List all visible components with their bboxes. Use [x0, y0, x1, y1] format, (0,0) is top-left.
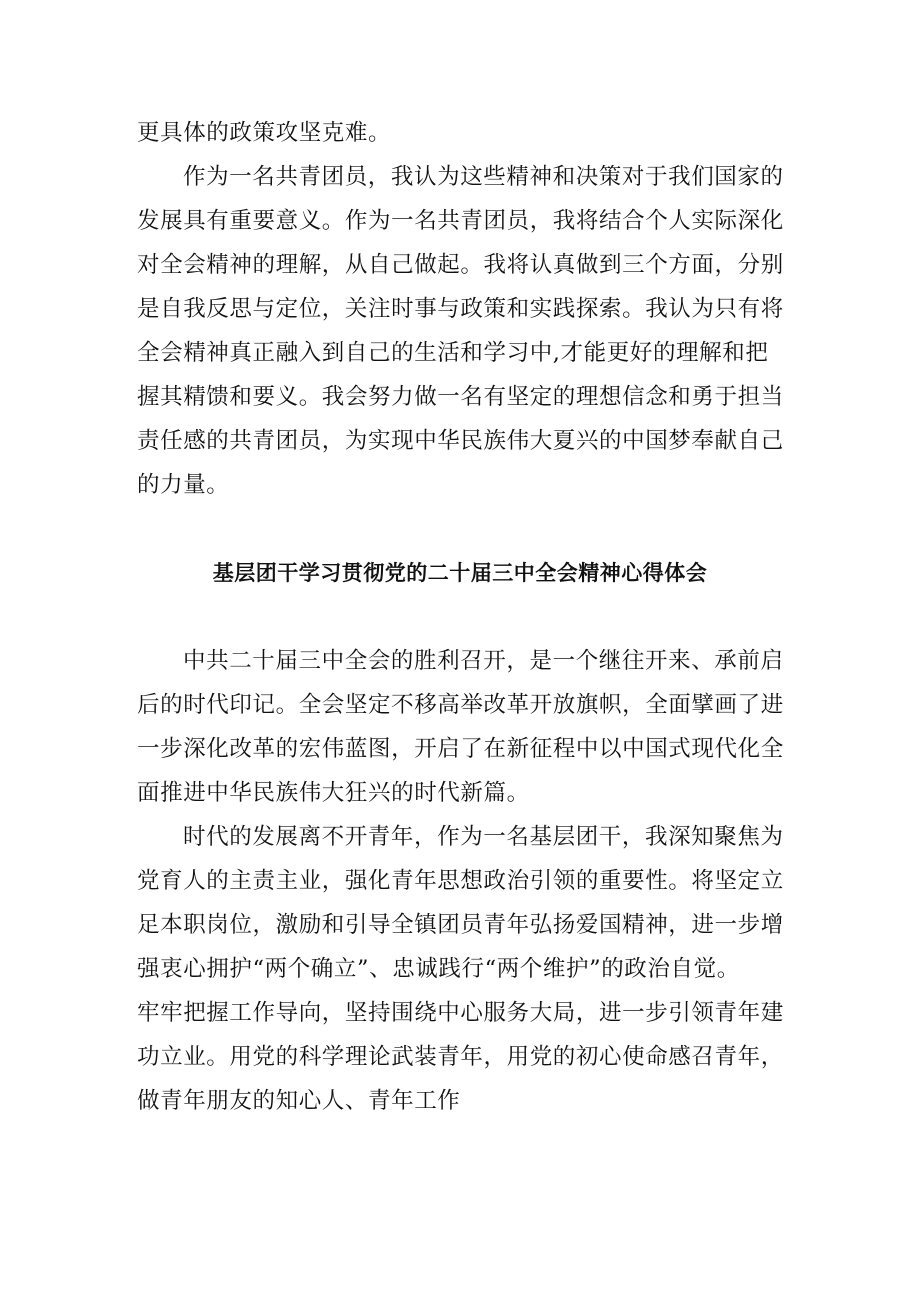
- text-line: 面推进中华民族伟大狂兴的时代新篇。: [137, 780, 530, 806]
- text-line: 党育人的主责主业，强化青年思想政治引领的重要性。将坚定立: [137, 868, 784, 894]
- text-line: 强衷心拥护“两个确立”、忠诚践行“两个维护”的政治自觉。: [137, 956, 740, 982]
- text-line: 握其精馈和要义。我会努力做一名有坚定的理想信念和勇于担当: [137, 384, 784, 410]
- text-line: 做青年朋友的知心人、青年工作: [137, 1088, 461, 1114]
- text-line: 对全会精神的理解，从自己做起。我将认真做到三个方面，分别: [137, 252, 784, 278]
- text-line: 功立业。用党的科学理论武装青年，用党的初心使命感召青年，: [137, 1044, 784, 1070]
- paragraph-first-line: 作为一名共青团员，我认为这些精神和决策对于我们国家的: [183, 164, 784, 190]
- text-line: 牢牢把握工作导向，坚持围绕中心服务大局，进一步引领青年建: [137, 1000, 784, 1026]
- text-line: 是自我反思与定位，关注时事与政策和实践探索。我认为只有将: [137, 296, 784, 322]
- section-heading: 基层团干学习贯彻党的二十届三中全会精神心得体会: [212, 561, 708, 585]
- text-line: 足本职岗位，激励和引导全镇团员青年弘扬爱国精神，进一步增: [137, 912, 784, 938]
- text-line: 一步深化改革的宏伟蓝图，开启了在新征程中以中国式现代化全: [137, 736, 784, 762]
- text-line: 全会精神真正融入到自己的生活和学习中,才能更好的理解和把: [137, 340, 769, 366]
- text-line: 发展具有重要意义。作为一名共青团员，我将结合个人实际深化: [137, 208, 784, 234]
- text-line: 后的时代印记。全会坚定不移高举改革开放旗帜，全面擘画了进: [137, 692, 784, 718]
- text-line: 的力量。: [137, 472, 230, 498]
- text-line: 责任感的共青团员，为实现中华民族伟大夏兴的中国梦奉献自己: [137, 428, 784, 454]
- paragraph-first-line: 时代的发展离不开青年，作为一名基层团干，我深知聚焦为: [183, 824, 784, 850]
- paragraph-first-line: 中共二十届三中全会的胜利召开，是一个继往开来、承前启: [183, 648, 784, 674]
- text-line: 更具体的政策攻坚克难。: [137, 120, 392, 146]
